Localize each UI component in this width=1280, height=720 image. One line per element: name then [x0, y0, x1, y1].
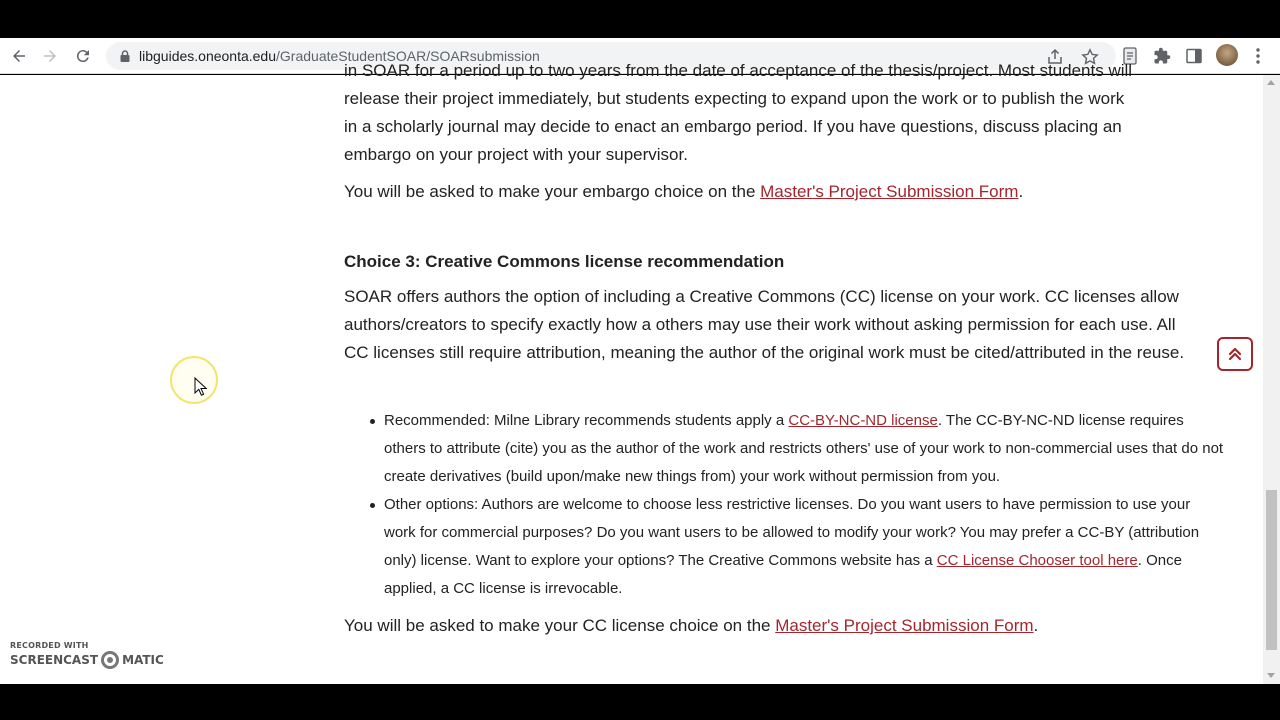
cc-by-nc-nd-license-link[interactable]: CC-BY-NC-ND license — [788, 412, 938, 429]
embargo-paragraph — [344, 57, 1214, 169]
masters-project-form-link[interactable]: Master's Project Submission Form — [760, 182, 1019, 201]
forward-arrow-icon — [41, 47, 59, 65]
screencast-watermark — [10, 641, 164, 669]
reload-button[interactable] — [71, 44, 95, 68]
list-item-other-options — [384, 491, 1224, 603]
embargo-line: in SOAR for a period up to two years from the date of acceptance of the thesis/project. Most students will — [344, 61, 1133, 80]
bullet1-suffix: . The CC-BY-NC-ND license requires others to attribute (cite) you as the author of the work and restricts others' use of your work to non-commercial uses that do not create derivatives (build upon/make new things from) your work without permission from you. — [384, 412, 1224, 485]
watermark-brand — [10, 651, 164, 669]
masters-project-form-link-2[interactable]: Master's Project Submission Form — [775, 616, 1034, 635]
watermark-recorded-with: RECORDED WITH — [10, 641, 89, 650]
url-host: libguides.oneonta.edu — [139, 48, 277, 64]
watermark-right: MATIC — [122, 653, 164, 667]
embargo-choice-suffix: . — [1018, 182, 1024, 201]
watermark-left: SCREENCAST — [10, 653, 99, 667]
url-path: /GraduateStudentSOAR/SOARsubmission — [276, 48, 540, 64]
profile-avatar[interactable] — [1216, 44, 1238, 66]
forward-button[interactable] — [38, 44, 62, 68]
scroll-down-arrow-icon[interactable] — [1267, 673, 1275, 678]
screen-bottom-bar — [0, 684, 1280, 720]
embargo-line: in a scholarly journal may decide to enact an embargo period. If you have questions, discuss placing an — [344, 117, 1122, 136]
cc-paragraph: SOAR offers authors the option of including a Creative Commons (CC) license on your work. CC licenses allow authors/creators to specify exactly how a others may use their work without asking permission for each use. All CC licenses still require attribution, meaning the author of the original work must be cited/attributed in the reuse. — [344, 287, 1185, 362]
more-vertical-icon — [1256, 48, 1260, 64]
embargo-choice-prefix: You will be asked to make your embargo choice on the — [344, 182, 761, 201]
chrome-menu-button[interactable] — [1248, 46, 1268, 66]
scroll-up-arrow-icon[interactable] — [1267, 80, 1275, 85]
double-chevron-up-icon — [1227, 346, 1243, 362]
embargo-line: embargo on your project with your supervisor. — [344, 145, 688, 164]
cc-choice-prefix: You will be asked to make your CC license choice on the — [344, 616, 776, 635]
choice-3-heading: Choice 3: Creative Commons license recommendation — [344, 252, 785, 271]
screencast-logo-icon — [101, 651, 119, 669]
cc-license-chooser-link[interactable]: CC License Chooser tool here — [936, 552, 1138, 569]
back-arrow-icon — [10, 47, 28, 65]
back-to-top-button[interactable] — [1217, 337, 1253, 371]
mouse-pointer-icon — [194, 377, 208, 397]
embargo-line: release their project immediately, but students expecting to expand upon the work or to publish the work — [344, 89, 1125, 108]
reload-icon — [74, 47, 92, 65]
cc-options-list — [384, 407, 1224, 603]
back-button[interactable] — [7, 44, 31, 68]
list-item-recommended — [384, 407, 1224, 491]
page-content — [0, 61, 1263, 684]
bullet2-prefix: Other options: Authors are welcome to choose less restrictive licenses. Do you want users to have permission to use your work for commercial purposes? Do you want users to be allowed to modify your work? You may prefer a CC-BY (attribution only) license. Want to explore your options? The Creative Commons website has a — [384, 496, 1200, 569]
embargo-choice-text — [344, 178, 1214, 206]
scrollbar-thumb[interactable] — [1266, 490, 1277, 650]
cc-choice-suffix: . — [1033, 616, 1039, 635]
screen-top-bar — [0, 0, 1280, 38]
lock-icon — [118, 49, 132, 63]
cc-choice-text — [344, 612, 1214, 640]
bullet2-suffix: . Once applied, a CC license is irrevocable. — [384, 552, 1182, 597]
vertical-scrollbar[interactable] — [1263, 75, 1280, 684]
bullet1-prefix: Recommended: Milne Library recommends students apply a — [384, 412, 789, 429]
